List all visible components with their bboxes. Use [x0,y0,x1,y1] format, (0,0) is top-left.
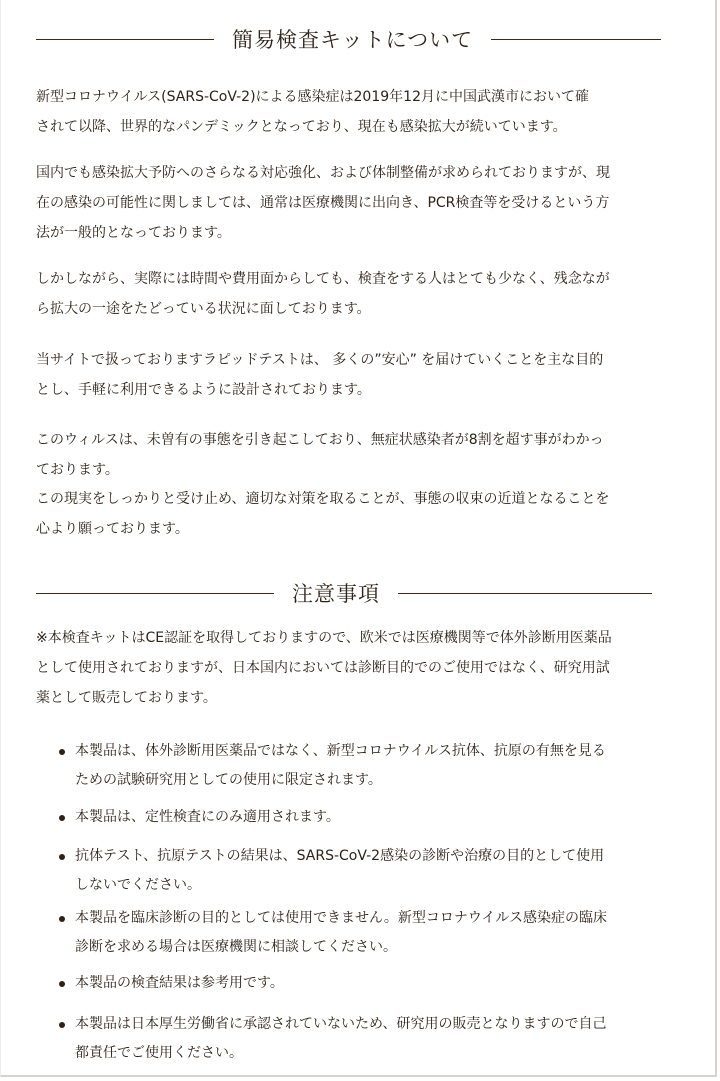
text-line: 法が一般的となっております。 [36,225,231,241]
text-line: 都責任でご使用ください。 [75,1045,243,1061]
caution-intro [36,623,686,713]
text-line: ※本検査キットはCE認証を取得しておりますので、欧米では医療機関等で体外診断用医薬品 [36,630,612,646]
about-paragraph-1 [36,82,686,142]
text-line: 薬として販売しております。 [36,690,217,706]
text-line: ております。 [36,462,119,478]
heading-rule-right [398,593,652,594]
about-paragraph-3 [36,264,686,324]
text-line: しかしながら、実際には時間や費用面からしても、検査をする人はとても少なく、残念なが [36,271,610,287]
list-item [59,842,689,900]
list-item [59,904,689,962]
text-line: 本製品の検査結果は参考用です。 [75,975,284,991]
bullet-dot-icon [59,981,65,987]
bullet-dot-icon [59,916,65,922]
list-item [59,737,689,795]
section-title: 注意事項 [292,582,380,606]
bullet-dot-icon [59,815,65,821]
text-line: 本製品は日本厚生労働省に承認されていないため、研究用の販売となりますので自己 [75,1016,607,1032]
heading-rule-left [36,39,214,40]
text-line: 国内でも感染拡大予防へのさらなる対応強化、および体制整備が求められておりますが、現 [36,165,610,181]
text-line: されて以降、世界的なパンデミックとなっており、現在も感染拡大が続いています。 [36,119,567,135]
about-paragraph-4 [36,345,686,405]
section-heading-about [36,22,686,56]
list-item [59,1010,689,1068]
text-line: ための試験研究用としての使用に限定されます。 [75,772,382,788]
about-paragraph-5 [36,425,686,485]
section-heading-caution [36,576,686,610]
bullet-dot-icon [59,1022,65,1028]
text-line: 当サイトで扱っておりますラピッドテストは、 多くの”安心” を届けていくことを主な目的 [36,352,604,368]
text-line: 在の感染の可能性に関しましては、通常は医療機関に出向き、PCR検査等を受けるという方 [36,195,610,211]
text-line: このウィルスは、未曽有の事態を引き起こしており、無症状感染者が8割を超す事がわかっ [36,432,604,448]
text-line: 心より願っております。 [36,521,189,537]
text-line: 本製品は、定性検査にのみ適用されます。 [75,809,340,825]
bullet-dot-icon [59,749,65,755]
text-line: 抗体テスト、抗原テストの結果は、SARS-CoV-2感染の診断や治療の目的として使用 [75,848,605,864]
heading-rule-left [36,593,274,594]
about-paragraph-2 [36,158,686,248]
text-line: として使用されておりますが、日本国内においては診断目的でのご使用ではなく、研究用試 [36,660,610,676]
text-line: 診断を求める場合は医療機関に相談してください。 [75,939,397,955]
list-item [59,803,689,832]
text-line: しないでください。 [75,877,201,893]
list-item [59,969,689,998]
section-title: 簡易検査キットについて [232,28,474,52]
text-line: 本製品は、体外診断用医薬品ではなく、新型コロナウイルス抗体、抗原の有無を見る [75,743,606,759]
heading-rule-right [491,39,661,40]
about-paragraph-6 [36,484,686,544]
text-line: ら拡大の一途をたどっている状況に面しております。 [36,301,371,317]
text-line: この現実をしっかりと受け止め、適切な対策を取ることが、事態の収束の近道となることを [36,491,610,507]
bullet-dot-icon [59,854,65,860]
text-line: 本製品を臨床診断の目的としては使用できません。新型コロナウイルス感染症の臨床 [75,910,607,926]
text-line: 新型コロナウイルス(SARS-CoV-2)による感染症は2019年12月に中国武漢市において確 [36,89,589,105]
text-line: とし、手軽に利用できるように設計されております。 [36,382,371,398]
